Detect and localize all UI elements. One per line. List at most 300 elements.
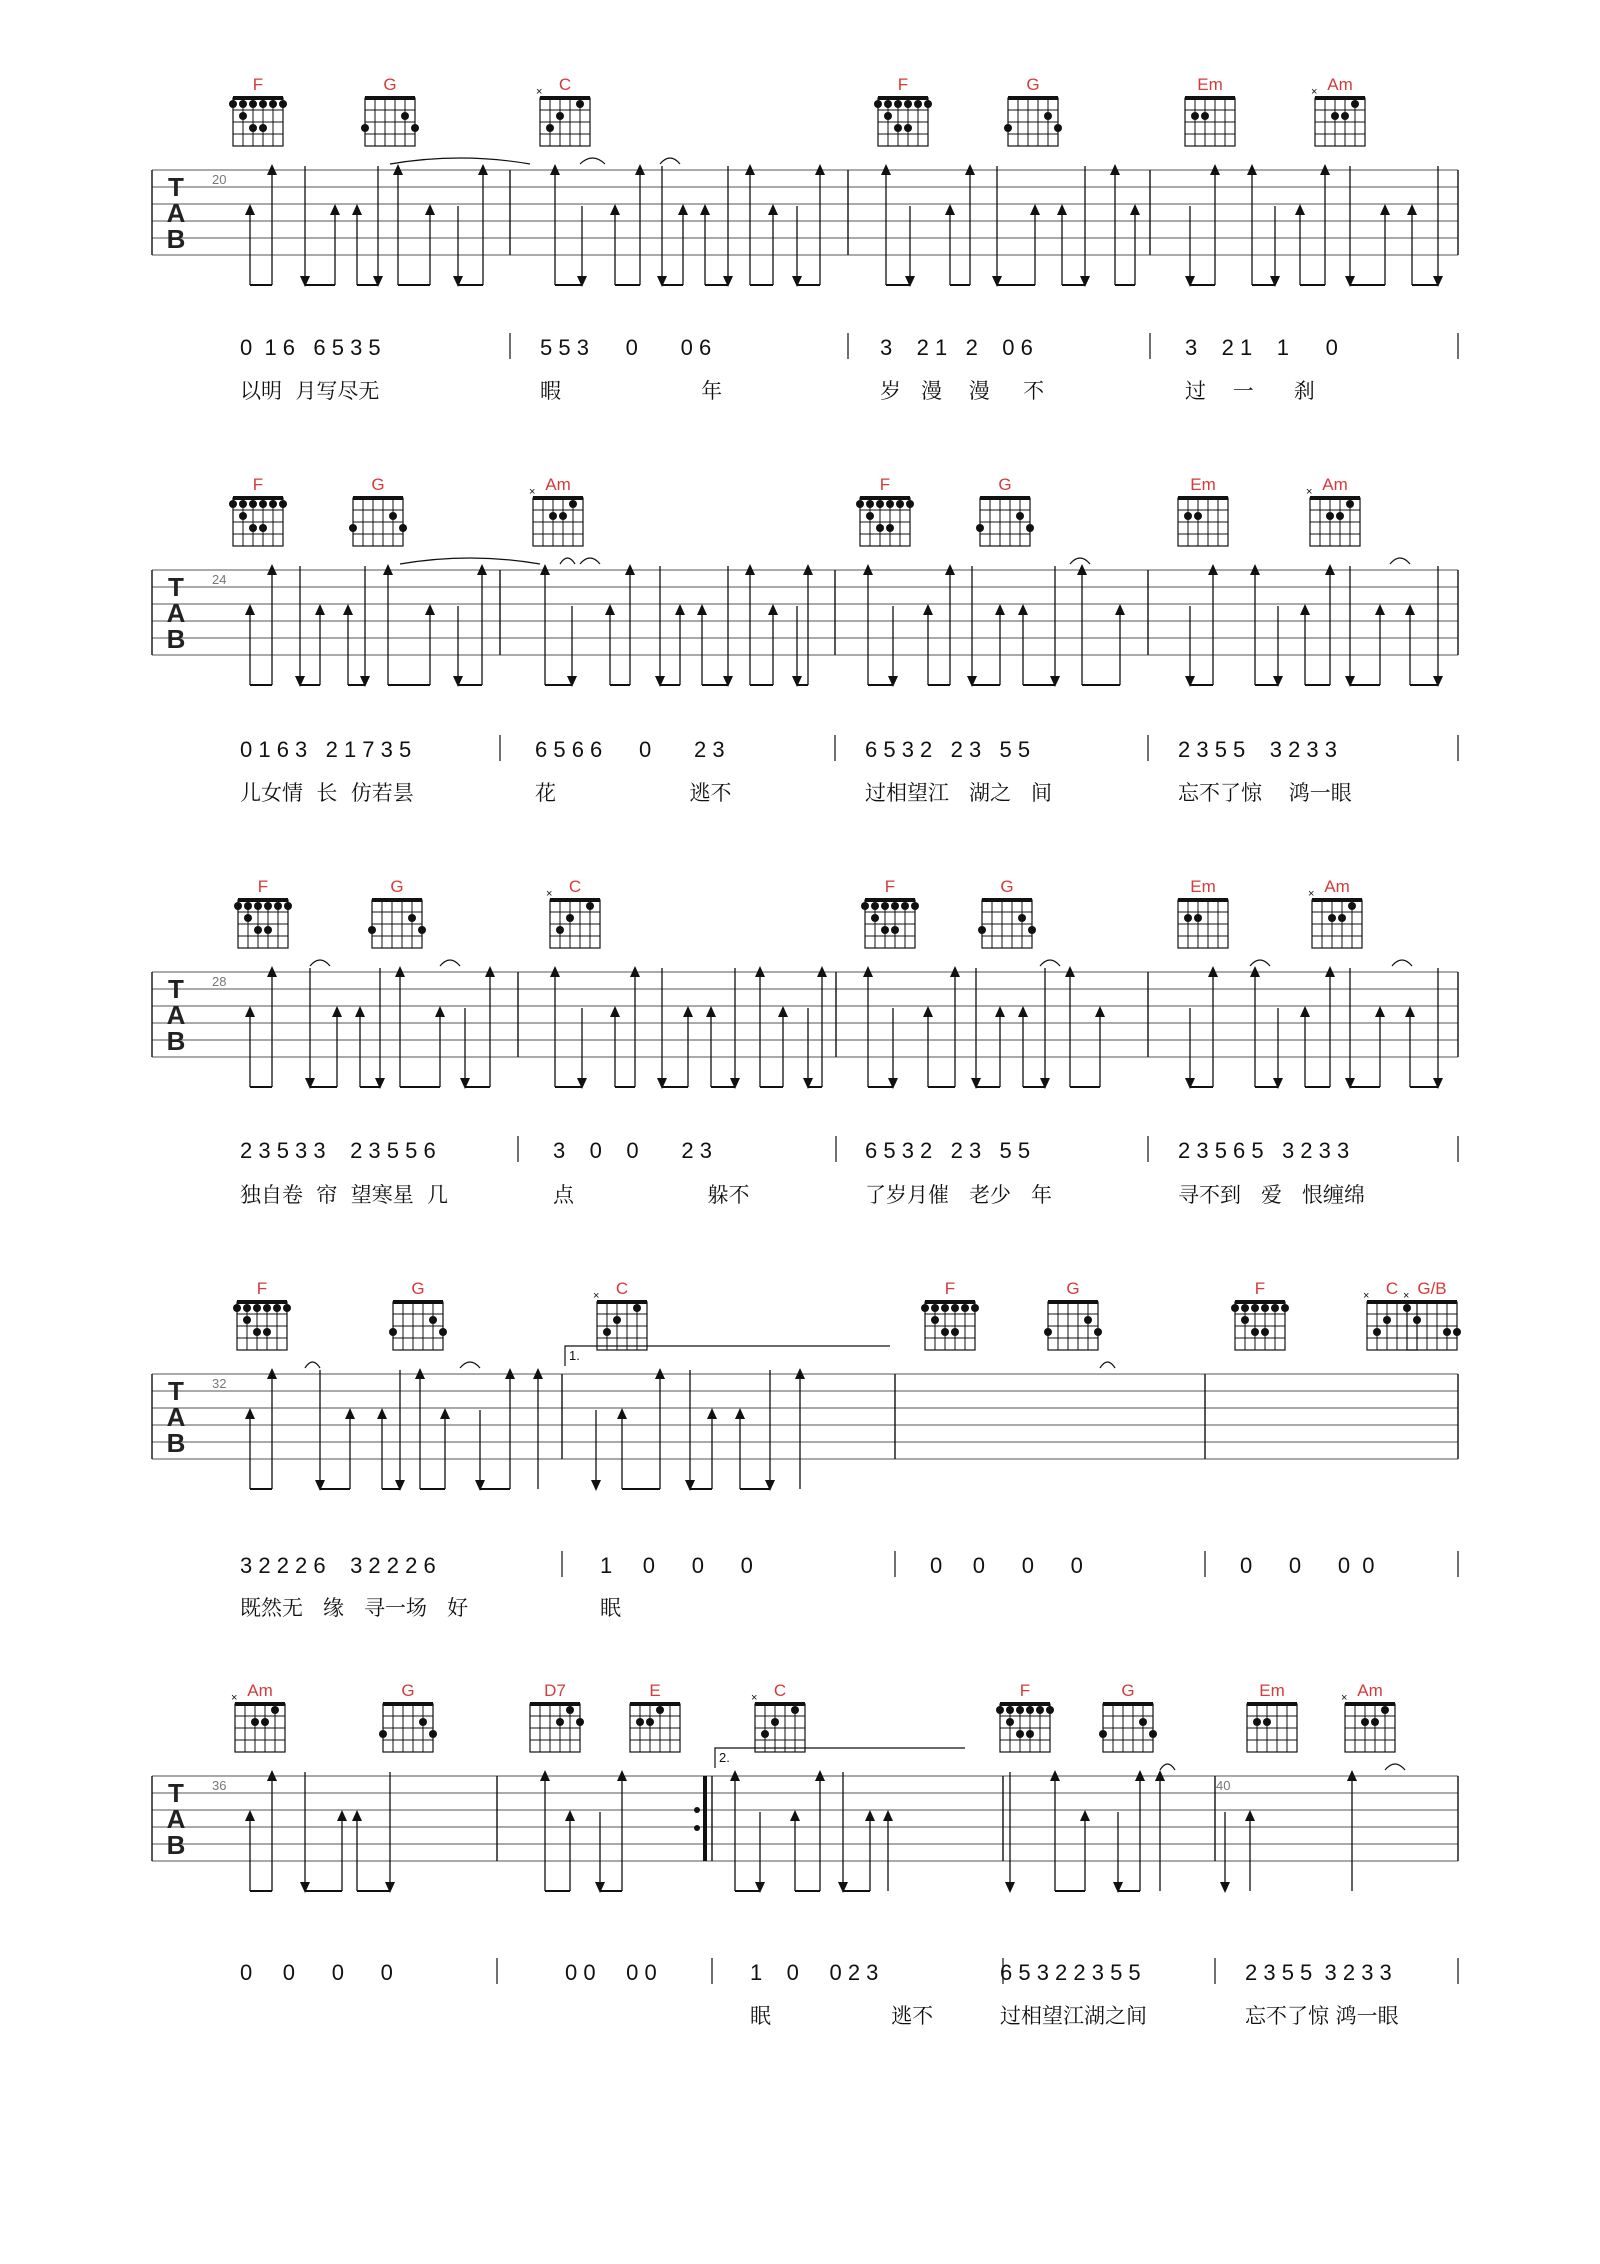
- jianpu-row: [240, 1136, 1458, 1163]
- tab-clef-letter: T: [168, 974, 184, 1004]
- measure-number: 36: [212, 1778, 227, 1793]
- chord-name: D7: [544, 1681, 566, 1700]
- up-arrow-icon: [706, 1006, 716, 1017]
- finger-dot: [566, 914, 574, 922]
- chord-diagram-g: [368, 877, 426, 948]
- finger-dot: [901, 902, 909, 910]
- finger-dot: [259, 500, 267, 508]
- up-arrow-icon: [1300, 604, 1310, 615]
- finger-dot: [876, 524, 884, 532]
- finger-dot: [1036, 1706, 1044, 1714]
- finger-dot: [891, 926, 899, 934]
- finger-dot: [906, 500, 914, 508]
- tie-arc: [310, 960, 330, 966]
- jianpu-notes: 3 2 1 1 0: [1185, 335, 1338, 360]
- up-arrow-icon: [565, 1810, 575, 1821]
- finger-dot: [881, 926, 889, 934]
- finger-dot: [761, 1730, 769, 1738]
- muted-string-mark: ×: [1306, 486, 1313, 498]
- chord-diagram-g: [1044, 1279, 1102, 1350]
- finger-dot: [1413, 1316, 1421, 1324]
- finger-dot: [1241, 1304, 1249, 1312]
- lyrics-row: [240, 1596, 621, 1620]
- lyric-line: 寻不到 爱 恨缠绵: [1178, 1183, 1366, 1207]
- chord-name: C: [1385, 1279, 1399, 1298]
- finger-dot: [951, 1304, 959, 1312]
- chord-diagram-am: [529, 475, 583, 546]
- tab-staff: [152, 972, 1458, 1057]
- finger-dot: [254, 926, 262, 934]
- tie-arc: [1160, 1764, 1175, 1770]
- jianpu-row: [240, 333, 1458, 360]
- tie-arc: [305, 1362, 320, 1368]
- jianpu-notes: 6 5 6 6 0 2 3: [535, 737, 725, 762]
- finger-dot: [249, 500, 257, 508]
- chord-diagram-f: [874, 75, 932, 146]
- tab-staff: [152, 1748, 1458, 1861]
- chord-name: G: [998, 475, 1012, 494]
- up-arrow-icon: [345, 1408, 355, 1419]
- lyric-line: 眠: [600, 1596, 621, 1620]
- finger-dot: [1004, 124, 1012, 132]
- finger-dot: [1263, 1718, 1271, 1726]
- finger-dot: [941, 1304, 949, 1312]
- tie-arc: [660, 158, 680, 164]
- up-arrow-icon: [1080, 1810, 1090, 1821]
- finger-dot: [261, 1718, 269, 1726]
- up-arrow-icon: [707, 1408, 717, 1419]
- chord-diagram-d7: [530, 1681, 584, 1752]
- finger-dot: [1084, 1316, 1092, 1324]
- finger-dot: [896, 500, 904, 508]
- finger-dot: [911, 902, 919, 910]
- chord-name: Em: [1259, 1681, 1285, 1700]
- chord-diagram-g: [1099, 1681, 1157, 1752]
- jianpu-notes: 0 0 0 0: [240, 1960, 393, 1985]
- jianpu-notes: 0 0 0 0: [565, 1960, 657, 1985]
- finger-dot: [264, 926, 272, 934]
- finger-dot: [1281, 1304, 1289, 1312]
- lyrics-row: [240, 781, 1352, 805]
- jianpu-notes: 0 0 0 0: [1240, 1553, 1375, 1578]
- finger-dot: [273, 1304, 281, 1312]
- chord-diagram-g: [1004, 75, 1062, 146]
- chord-name: Am: [1357, 1681, 1383, 1700]
- tie-arc: [1070, 558, 1090, 564]
- finger-dot: [1201, 112, 1209, 120]
- up-arrow-icon: [1018, 1006, 1028, 1017]
- chord-name: G: [383, 75, 397, 94]
- jianpu-notes: 0 1 6 6 5 3 5: [240, 335, 381, 360]
- tie-arc: [400, 558, 540, 564]
- finger-dot: [283, 1304, 291, 1312]
- finger-dot: [636, 1718, 644, 1726]
- chord-name: F: [252, 475, 264, 494]
- up-arrow-icon: [1405, 1006, 1415, 1017]
- finger-dot: [941, 1328, 949, 1336]
- finger-dot: [1006, 1718, 1014, 1726]
- finger-dot: [866, 512, 874, 520]
- up-arrow-icon: [778, 1006, 788, 1017]
- up-arrow-icon: [678, 204, 688, 215]
- chord-name: F: [884, 877, 896, 896]
- chord-name: Am: [1324, 877, 1350, 896]
- finger-dot: [1044, 112, 1052, 120]
- finger-dot: [243, 1304, 251, 1312]
- finger-dot: [771, 1718, 779, 1726]
- finger-dot: [269, 500, 277, 508]
- volta-bracket: [565, 1346, 890, 1366]
- muted-string-mark: ×: [593, 1290, 600, 1302]
- up-arrow-icon: [425, 204, 435, 215]
- measure-number: 40: [1216, 1778, 1231, 1793]
- strum-pattern: [245, 158, 1443, 287]
- tie-arc: [1390, 558, 1410, 564]
- tie-arc: [580, 558, 600, 564]
- finger-dot: [1331, 112, 1339, 120]
- chord-name: F: [252, 75, 264, 94]
- finger-dot: [884, 100, 892, 108]
- finger-dot: [1046, 1706, 1054, 1714]
- jianpu-notes: 0 1 6 3 2 1 7 3 5: [240, 737, 412, 762]
- chord-diagram-em: [1178, 475, 1228, 546]
- finger-dot: [349, 524, 357, 532]
- finger-dot: [271, 1706, 279, 1714]
- jianpu-notes: 2 3 5 3 3 2 3 5 5 6: [240, 1138, 436, 1163]
- finger-dot: [249, 100, 257, 108]
- tie-arc: [1250, 960, 1270, 966]
- muted-string-mark: ×: [231, 1692, 238, 1704]
- chord-name: F: [1254, 1279, 1266, 1298]
- muted-string-mark: ×: [1403, 1290, 1410, 1302]
- tab-clef-letter: A: [166, 198, 186, 228]
- up-arrow-icon: [1405, 604, 1415, 615]
- finger-dot: [274, 902, 282, 910]
- jianpu-notes: 1 0 0 0: [600, 1553, 753, 1578]
- jianpu-notes: 0 0 0 0: [930, 1553, 1083, 1578]
- finger-dot: [263, 1304, 271, 1312]
- finger-dot: [1028, 926, 1036, 934]
- finger-dot: [633, 1304, 641, 1312]
- chord-name: F: [944, 1279, 956, 1298]
- finger-dot: [254, 902, 262, 910]
- finger-dot: [791, 1706, 799, 1714]
- finger-dot: [576, 1718, 584, 1726]
- finger-dot: [1251, 1328, 1259, 1336]
- finger-dot: [1371, 1718, 1379, 1726]
- up-arrow-icon: [332, 1006, 342, 1017]
- jianpu-notes: 3 2 1 2 0 6: [880, 335, 1033, 360]
- down-arrow-icon: [1005, 1882, 1015, 1893]
- finger-dot: [249, 124, 257, 132]
- chord-diagram-g: [361, 75, 419, 146]
- finger-dot: [961, 1304, 969, 1312]
- chord-name: E: [649, 1681, 661, 1700]
- finger-dot: [904, 100, 912, 108]
- lyric-line: 忘不了惊 鸿一眼: [1178, 781, 1352, 805]
- lyrics-row: [240, 1183, 1365, 1207]
- tab-clef-letter: A: [166, 1402, 186, 1432]
- chord-diagram-g: [978, 877, 1036, 948]
- finger-dot: [239, 100, 247, 108]
- strum-pattern: [245, 1764, 1405, 1893]
- tie-arc: [560, 558, 575, 564]
- chord-diagram-g: [389, 1279, 447, 1350]
- chord-name: C: [615, 1279, 629, 1298]
- strum-pattern: [245, 558, 1443, 687]
- chord-diagram-e: [630, 1681, 680, 1752]
- chord-name: Em: [1190, 475, 1216, 494]
- muted-string-mark: ×: [546, 888, 553, 900]
- up-arrow-icon: [683, 1006, 693, 1017]
- finger-dot: [569, 500, 577, 508]
- up-arrow-icon: [377, 1408, 387, 1419]
- chord-name: Am: [545, 475, 571, 494]
- volta-bracket: [715, 1748, 965, 1768]
- finger-dot: [1251, 1304, 1259, 1312]
- finger-dot: [1194, 512, 1202, 520]
- up-arrow-icon: [315, 604, 325, 615]
- finger-dot: [408, 914, 416, 922]
- finger-dot: [876, 500, 884, 508]
- up-arrow-icon: [923, 604, 933, 615]
- up-arrow-icon: [945, 204, 955, 215]
- chord-diagram-f: [856, 475, 914, 546]
- tie-arc: [1040, 960, 1060, 966]
- finger-dot: [1326, 512, 1334, 520]
- chord-name: F: [256, 1279, 268, 1298]
- finger-dot: [1094, 1328, 1102, 1336]
- chord-diagram-em: [1178, 877, 1228, 948]
- up-arrow-icon: [790, 1810, 800, 1821]
- up-arrow-icon: [330, 204, 340, 215]
- finger-dot: [259, 524, 267, 532]
- up-arrow-icon: [605, 604, 615, 615]
- chord-name: F: [1019, 1681, 1031, 1700]
- finger-dot: [389, 1328, 397, 1336]
- finger-dot: [1346, 500, 1354, 508]
- chord-diagram-am: [1311, 75, 1365, 146]
- finger-dot: [284, 902, 292, 910]
- finger-dot: [566, 1706, 574, 1714]
- finger-dot: [429, 1316, 437, 1324]
- finger-dot: [251, 1718, 259, 1726]
- finger-dot: [976, 524, 984, 532]
- finger-dot: [368, 926, 376, 934]
- finger-dot: [884, 112, 892, 120]
- up-arrow-icon: [995, 604, 1005, 615]
- finger-dot: [996, 1706, 1004, 1714]
- finger-dot: [1044, 1328, 1052, 1336]
- up-arrow-icon: [1295, 204, 1305, 215]
- tab-staff: [152, 1346, 1458, 1459]
- chord-name: Em: [1190, 877, 1216, 896]
- tab-clef-letter: B: [166, 624, 186, 654]
- finger-dot: [1383, 1316, 1391, 1324]
- jianpu-notes: 5 5 3 0 0 6: [540, 335, 712, 360]
- finger-dot: [1443, 1328, 1451, 1336]
- finger-dot: [978, 926, 986, 934]
- chord-name: Em: [1197, 75, 1223, 94]
- finger-dot: [1231, 1304, 1239, 1312]
- up-arrow-icon: [355, 1006, 365, 1017]
- finger-dot: [399, 524, 407, 532]
- chord-diagram-am: [1308, 877, 1362, 948]
- finger-dot: [1373, 1328, 1381, 1336]
- lyric-line: 过 一 刹: [1185, 379, 1315, 403]
- up-arrow-icon: [610, 1006, 620, 1017]
- volta-number: 2.: [719, 1750, 730, 1765]
- jianpu-notes: 2 3 5 6 5 3 2 3 3: [1178, 1138, 1350, 1163]
- finger-dot: [1026, 1730, 1034, 1738]
- finger-dot: [1328, 914, 1336, 922]
- chord-diagram-f: [996, 1681, 1054, 1752]
- chord-name: Am: [1327, 75, 1353, 94]
- finger-dot: [239, 500, 247, 508]
- chord-diagram-c: [536, 75, 590, 146]
- finger-dot: [881, 902, 889, 910]
- lyric-line: 独自卷 帘 望寒星 几: [240, 1183, 449, 1207]
- measure-number: 28: [212, 974, 227, 989]
- music-system: [152, 158, 1458, 403]
- finger-dot: [1336, 512, 1344, 520]
- up-arrow-icon: [697, 604, 707, 615]
- finger-dot: [891, 902, 899, 910]
- measure-number: 32: [212, 1376, 227, 1391]
- finger-dot: [1261, 1328, 1269, 1336]
- down-arrow-icon: [1220, 1882, 1230, 1893]
- finger-dot: [401, 112, 409, 120]
- finger-dot: [1241, 1316, 1249, 1324]
- jianpu-row: [240, 1551, 1458, 1578]
- up-arrow-icon: [245, 1408, 255, 1419]
- jianpu-notes: 2 3 5 5 3 2 3 3: [1178, 737, 1338, 762]
- up-arrow-icon: [352, 1810, 362, 1821]
- finger-dot: [556, 112, 564, 120]
- finger-dot: [894, 100, 902, 108]
- lyric-line: 眠 逃不: [750, 2004, 934, 2028]
- up-arrow-icon: [1095, 1006, 1105, 1017]
- up-arrow-icon: [700, 204, 710, 215]
- lyric-line: 忘不了惊 鸿一眼: [1245, 2004, 1399, 2028]
- finger-dot: [1338, 914, 1346, 922]
- chord-name: G: [371, 475, 385, 494]
- down-arrow-icon: [591, 1480, 601, 1491]
- up-arrow-icon: [675, 604, 685, 615]
- up-arrow-icon: [245, 204, 255, 215]
- finger-dot: [229, 100, 237, 108]
- finger-dot: [871, 902, 879, 910]
- chord-name: G/B: [1417, 1279, 1447, 1298]
- up-arrow-icon: [1380, 204, 1390, 215]
- chord-diagram-g-b: [1403, 1279, 1461, 1350]
- chord-name: G: [401, 1681, 415, 1700]
- chord-name: G: [411, 1279, 425, 1298]
- finger-dot: [559, 512, 567, 520]
- finger-dot: [1191, 112, 1199, 120]
- lyric-line: 了岁月催 老少 年: [865, 1183, 1053, 1207]
- up-arrow-icon: [337, 1810, 347, 1821]
- finger-dot: [1149, 1730, 1157, 1738]
- tab-clef-letter: T: [168, 172, 184, 202]
- finger-dot: [924, 100, 932, 108]
- up-arrow-icon: [1375, 1006, 1385, 1017]
- up-arrow-icon: [440, 1408, 450, 1419]
- finger-dot: [1016, 512, 1024, 520]
- up-arrow-icon: [1057, 204, 1067, 215]
- jianpu-notes: 6 5 3 2 2 3 5 5: [865, 737, 1031, 762]
- finger-dot: [243, 1316, 251, 1324]
- finger-dot: [418, 926, 426, 934]
- finger-dot: [244, 914, 252, 922]
- finger-dot: [259, 124, 267, 132]
- tab-clef-letter: A: [166, 1804, 186, 1834]
- chord-diagram-f: [229, 75, 287, 146]
- chord-name: Am: [247, 1681, 273, 1700]
- jianpu-row: [240, 735, 1458, 762]
- finger-dot: [1351, 100, 1359, 108]
- chord-name: Am: [1322, 475, 1348, 494]
- finger-dot: [931, 1316, 939, 1324]
- finger-dot: [1026, 524, 1034, 532]
- lyric-line: 以明 月写尽无: [240, 379, 380, 403]
- up-arrow-icon: [435, 1006, 445, 1017]
- lyric-line: 儿女情 长 仿若昙: [240, 781, 414, 805]
- chord-diagram-c: [751, 1681, 805, 1752]
- lyric-line: 花 逃不: [535, 781, 732, 805]
- finger-dot: [886, 500, 894, 508]
- chord-name: G: [1026, 75, 1040, 94]
- finger-dot: [556, 1718, 564, 1726]
- finger-dot: [1453, 1328, 1461, 1336]
- finger-dot: [279, 100, 287, 108]
- chord-diagram-f: [233, 1279, 291, 1350]
- tab-clef-letter: B: [166, 1428, 186, 1458]
- finger-dot: [1139, 1718, 1147, 1726]
- finger-dot: [914, 100, 922, 108]
- tie-arc: [1392, 960, 1412, 966]
- muted-string-mark: ×: [751, 1692, 758, 1704]
- muted-string-mark: ×: [1308, 888, 1315, 900]
- music-system: [152, 558, 1458, 805]
- finger-dot: [576, 100, 584, 108]
- finger-dot: [234, 902, 242, 910]
- up-arrow-icon: [1407, 204, 1417, 215]
- up-arrow-icon: [735, 1408, 745, 1419]
- finger-dot: [921, 1304, 929, 1312]
- strum-pattern: [245, 960, 1443, 1089]
- finger-dot: [379, 1730, 387, 1738]
- finger-dot: [646, 1718, 654, 1726]
- muted-string-mark: ×: [536, 86, 543, 98]
- chord-name: G: [1066, 1279, 1080, 1298]
- up-arrow-icon: [245, 1810, 255, 1821]
- finger-dot: [1018, 914, 1026, 922]
- finger-dot: [429, 1730, 437, 1738]
- finger-dot: [1006, 1706, 1014, 1714]
- lyrics-row: [750, 2004, 1399, 2028]
- finger-dot: [1261, 1304, 1269, 1312]
- finger-dot: [1016, 1730, 1024, 1738]
- up-arrow-icon: [1375, 604, 1385, 615]
- finger-dot: [264, 902, 272, 910]
- finger-dot: [233, 1304, 241, 1312]
- finger-dot: [439, 1328, 447, 1336]
- finger-dot: [951, 1328, 959, 1336]
- up-arrow-icon: [352, 204, 362, 215]
- up-arrow-icon: [610, 204, 620, 215]
- chord-diagram-g: [379, 1681, 437, 1752]
